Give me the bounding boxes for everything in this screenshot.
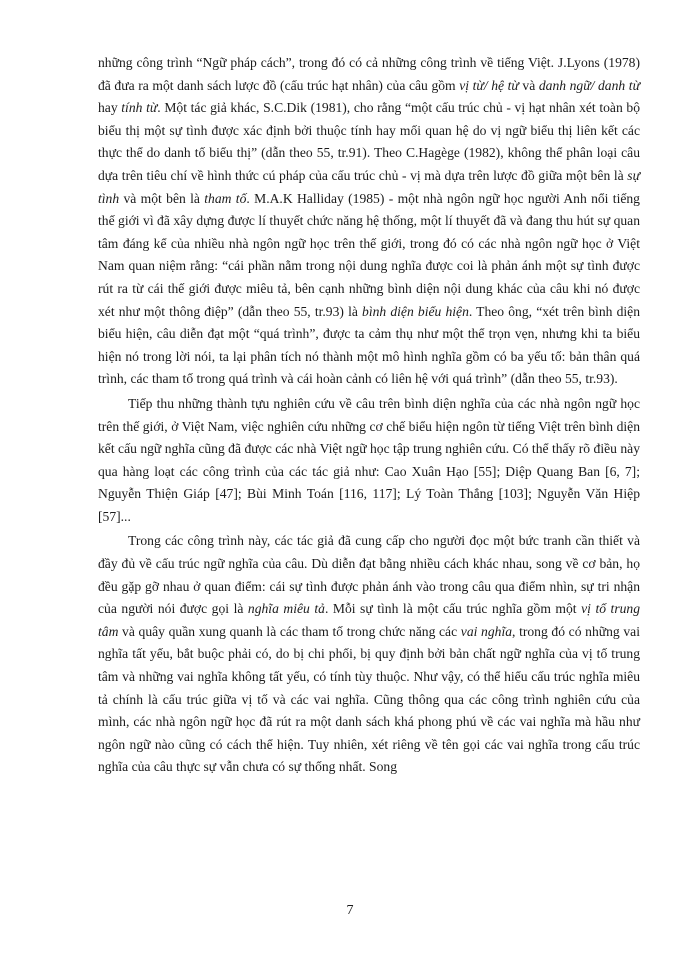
- text-run: những công trình “Ngữ pháp cách”, trong đó có cả những công trình về tiếng Việt. J.Lyons (1978) đã đưa ra một danh sách lược đồ (cấu trúc hạt nhân) của câu gồm: [98, 55, 640, 93]
- text-run: và quây quần xung quanh là các tham tố trong chức năng các: [118, 623, 461, 639]
- body-text: [98, 52, 640, 779]
- italic-term: nghĩa miêu tả: [247, 601, 325, 617]
- text-run: Tiếp thu những thành tựu nghiên cứu về câu trên bình diện nghĩa của các nhà ngôn ngữ học trên thế giới, ở Việt Nam, việc nghiên cứu những cơ chế biểu hiện ngôn từ tiếng Việt trên bình diện kết cấu ngữ nghĩa cũng đã được các nhà Việt ngữ học tập trung nghiên cứu. Có thể thấy rõ điều này qua hàng loạt các công trình của các tác giả như: Cao Xuân Hạo [55]; Diệp Quang Ban [6, 7]; Nguyễn Thiện Giáp [47]; Bùi Minh Toán [116, 117]; Lý Toàn Thắng [103]; Nguyễn Văn Hiệp [57]...: [98, 395, 640, 524]
- paragraph-3: [98, 530, 640, 779]
- italic-term: sự tình: [98, 167, 640, 206]
- text-run: và một bên là: [119, 190, 205, 206]
- italic-term: bình diện biểu hiện: [362, 303, 469, 319]
- text-run: và: [518, 77, 539, 93]
- text-run: . M.A.K Halliday (1985) - một nhà ngôn ngữ học người Anh nổi tiếng thế giới vì đã xây dựng được lí thuyết chức năng hệ thống, một lí thuyết đã và đang thu hút sự quan tâm đáng kể của nhiều nhà ngôn ngữ học trên thế giới, trong đó có các nhà ngôn ngữ học ở Việt Nam quan niệm rằng: “cái phần nằm trong nội dung nghĩa được coi là phản ánh một sự tình được rút ra từ cái thế giới được miêu tả, bên cạnh những bình diện nội dung khác của câu khi nó được xét như một thông điệp” (dẫn theo 55, tr.93) là: [98, 190, 640, 319]
- paragraph-1: [98, 52, 640, 391]
- page-number: 7: [346, 903, 354, 918]
- text-run: . Một tác giả khác, S.C.Dik (1981), cho rằng “một cấu trúc chủ - vị hạt nhân xét toàn bộ biểu thị một sự tình được xác định bởi thuộc tính hay mối quan hệ do vị ngữ biểu thị liên kết các thực thể do danh tố biểu thị” (dẫn theo 55, tr.91). Theo C.Hagège (1982), không thể phân loại câu dựa trên tiêu chí về hình thức cú pháp của cấu trúc chủ - vị mà dựa trên lược đồ giữa một bên là: [98, 100, 640, 183]
- italic-term: danh ngữ/ danh từ: [538, 77, 640, 93]
- italic-term: vai nghĩa: [460, 623, 513, 639]
- text-run: . Theo ông, “xét trên bình diện biểu hiện, câu diễn đạt một “quá trình”, được ta cảm thụ như một thể trọn vẹn, nhưng khi ta biểu hiện nó trong lời nói, ta lại phân tích nó thành một mô hình nghĩa gồm có ba yếu tố: bản thân quá trình, các tham tố trong quá trình và cái hoàn cảnh có liên hệ với quá trình” (dẫn theo 55, tr.93).: [98, 303, 640, 387]
- italic-term: vị tố trung tâm: [98, 601, 641, 639]
- italic-term: tham tố: [204, 190, 247, 206]
- italic-term: tính từ: [121, 100, 158, 116]
- text-run: , trong đó có những vai nghĩa tất yếu, bắt buộc phải có, do bị chi phối, bị quy định bởi bản chất ngữ nghĩa của vị tố trung tâm và những vai nghĩa không tất yếu, có tính tùy thuộc. Như vậy, có thể hiểu cấu trúc nghĩa miêu tả chính là cấu trúc giữa vị tố và các vai nghĩa. Cũng thông qua các công trình nghiên cứu của mình, các nhà ngôn ngữ học đã rút ra một danh sách khá phong phú về các vai nghĩa mà hầu như ngôn ngữ nào cũng có cách thể hiện. Tuy nhiên, xét riêng về tên gọi các vai nghĩa trong cấu trúc nghĩa của câu thực sự vẫn chưa có sự thống nhất. Song: [98, 623, 640, 775]
- text-run: Trong các công trình này, các tác giả đã cung cấp cho người đọc một bức tranh cần thiết và đầy đủ về cấu trúc ngữ nghĩa của câu. Dù diễn đạt bằng nhiều cách khác nhau, song về cơ bản, họ đều gặp gỡ nhau ở quan điểm: cái sự tình được phản ánh vào trong câu qua điểm nhìn, sự tri nhận của người nói được gọi là: [98, 533, 640, 617]
- text-run: . Mỗi sự tình là một cấu trúc nghĩa gồm một: [324, 601, 582, 617]
- paragraph-2: [98, 393, 640, 529]
- italic-term: vị từ/ hệ từ: [459, 77, 519, 93]
- text-run: hay: [98, 100, 122, 116]
